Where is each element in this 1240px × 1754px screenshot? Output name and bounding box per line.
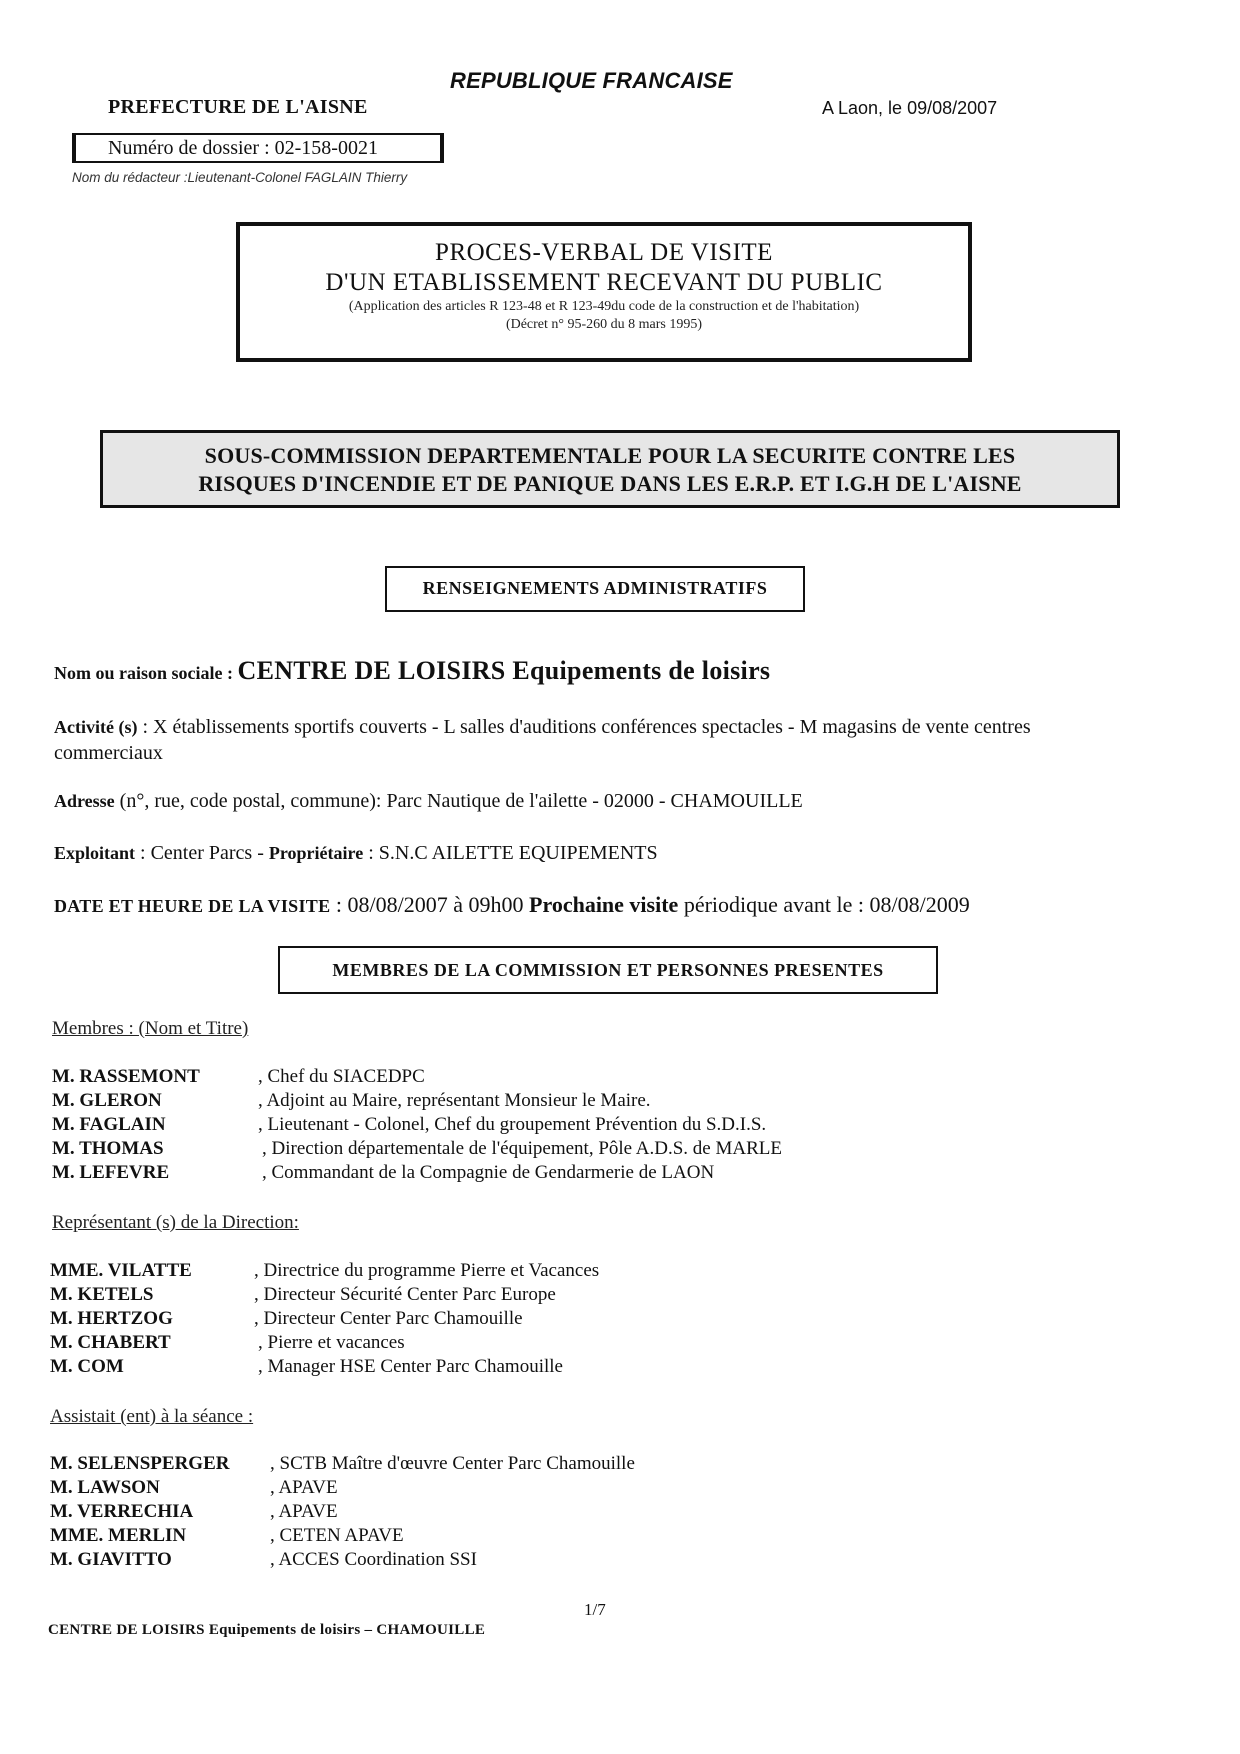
adresse-field — [54, 790, 803, 813]
prochaine-visite-label: Prochaine visite — [529, 892, 679, 917]
person-title: , Manager HSE Center Parc Chamouille — [258, 1356, 563, 1377]
membres-section-title: MEMBRES DE LA COMMISSION ET PERSONNES PRESENTES — [278, 946, 938, 994]
dossier-number-box: Numéro de dossier : 02-158-0021 — [72, 133, 444, 163]
people-list-direction — [50, 1260, 950, 1384]
pv-title-line-2: D'UN ETABLISSEMENT RECEVANT DU PUBLIC — [325, 269, 883, 296]
person-title: , Pierre et vacances — [258, 1332, 405, 1353]
date-visite-label: DATE ET HEURE DE LA VISITE — [54, 896, 331, 916]
prochaine-visite-value: périodique avant le : 08/08/2009 — [678, 892, 970, 917]
person-name: M. LEFEVRE — [52, 1162, 170, 1183]
activite-label: Activité (s) — [54, 717, 138, 737]
date-visite-value: : 08/08/2007 à 09h00 — [330, 892, 530, 917]
page-number: 1/7 — [584, 1600, 606, 1619]
person-name: M. GIAVITTO — [50, 1549, 172, 1570]
person-title: , Direction départementale de l'équipement, Pôle A.D.S. de MARLE — [262, 1138, 782, 1159]
person-title: , Directeur Center Parc Chamouille — [254, 1308, 523, 1329]
proprietaire-value: : S.N.C AILETTE EQUIPEMENTS — [363, 842, 658, 864]
person-title: , Directeur Sécurité Center Parc Europe — [254, 1284, 556, 1305]
exploitant-value: : Center Parcs - — [135, 842, 269, 864]
proces-verbal-title-box — [236, 222, 972, 362]
person-name: M. COM — [50, 1356, 124, 1377]
person-title: , Lieutenant - Colonel, Chef du groupement Prévention du S.D.I.S. — [258, 1114, 767, 1135]
pv-subtitle-decret: (Décret n° 95-260 du 8 mars 1995) — [505, 317, 703, 332]
exploitant-field — [54, 842, 658, 865]
person-title: , APAVE — [270, 1477, 338, 1498]
person-name: M. GLERON — [52, 1090, 162, 1111]
person-title: , Chef du SIACEDPC — [258, 1066, 425, 1087]
prefecture-heading: PREFECTURE DE L'AISNE — [108, 96, 368, 118]
person-name: MME. VILATTE — [50, 1260, 192, 1281]
nom-raison-sociale-field — [54, 656, 770, 686]
person-title: , Directrice du programme Pierre et Vacances — [254, 1260, 600, 1281]
person-name: M. RASSEMONT — [52, 1066, 200, 1087]
sous-commission-banner — [100, 430, 1120, 508]
adresse-label: Adresse — [54, 791, 115, 811]
activite-field — [54, 714, 1114, 766]
activite-value: : X établissements sportifs couverts - L salles d'auditions conférences spectacles - M magasins de vente centres commerciaux — [54, 716, 1031, 764]
date-visite-field — [54, 892, 970, 918]
page-footer: CENTRE DE LOISIRS Equipements de loisirs – CHAMOUILLE — [48, 1622, 486, 1638]
people-list-assistait — [50, 1453, 950, 1577]
group-title-direction: Représentant (s) de la Direction: — [52, 1212, 299, 1233]
person-title: , Commandant de la Compagnie de Gendarmerie de LAON — [262, 1162, 715, 1183]
person-name: MME. MERLIN — [50, 1525, 187, 1546]
person-title: , CETEN APAVE — [270, 1525, 404, 1546]
people-list-membres — [52, 1066, 952, 1190]
redacteur-name: Nom du rédacteur :Lieutenant-Colonel FAGLAIN Thierry — [72, 170, 408, 185]
group-title-membres: Membres : (Nom et Titre) — [52, 1018, 249, 1039]
nom-label: Nom ou raison sociale : — [54, 663, 238, 683]
person-name: M. CHABERT — [50, 1332, 171, 1353]
person-title: , Adjoint au Maire, représentant Monsieur le Maire. — [258, 1090, 651, 1111]
person-name: M. THOMAS — [52, 1138, 164, 1159]
person-name: M. FAGLAIN — [52, 1114, 166, 1135]
sous-commission-line-2: RISQUES D'INCENDIE ET DE PANIQUE DANS LES E.R.P. ET I.G.H DE L'AISNE — [198, 471, 1022, 496]
person-title: , APAVE — [270, 1501, 338, 1522]
date-place: A Laon, le 09/08/2007 — [822, 98, 998, 118]
sous-commission-line-1: SOUS-COMMISSION DEPARTEMENTALE POUR LA SECURITE CONTRE LES — [204, 443, 1016, 468]
person-name: M. VERRECHIA — [50, 1501, 194, 1522]
person-name: M. KETELS — [50, 1284, 154, 1305]
republique-francaise-heading: REPUBLIQUE FRANCAISE — [450, 68, 733, 93]
person-name: M. LAWSON — [50, 1477, 160, 1498]
group-title-assistait: Assistait (ent) à la séance : — [50, 1406, 254, 1427]
exploitant-label: Exploitant — [54, 843, 136, 863]
adresse-value: (n°, rue, code postal, commune): Parc Nautique de l'ailette - 02000 - CHAMOUILLE — [114, 790, 803, 812]
renseignements-section-title: RENSEIGNEMENTS ADMINISTRATIFS — [385, 566, 805, 612]
person-title: , ACCES Coordination SSI — [270, 1549, 477, 1570]
person-name: M. SELENSPERGER — [50, 1453, 230, 1474]
pv-subtitle-articles: (Application des articles R 123-48 et R 123-49du code de la construction et de l'habitation) — [348, 299, 860, 314]
pv-title-line-1: PROCES-VERBAL DE VISITE — [435, 239, 773, 266]
person-name: M. HERTZOG — [50, 1308, 173, 1329]
proprietaire-label: Propriétaire — [268, 843, 364, 863]
nom-value: CENTRE DE LOISIRS Equipements de loisirs — [237, 656, 771, 685]
person-title: , SCTB Maître d'œuvre Center Parc Chamouille — [270, 1453, 635, 1474]
